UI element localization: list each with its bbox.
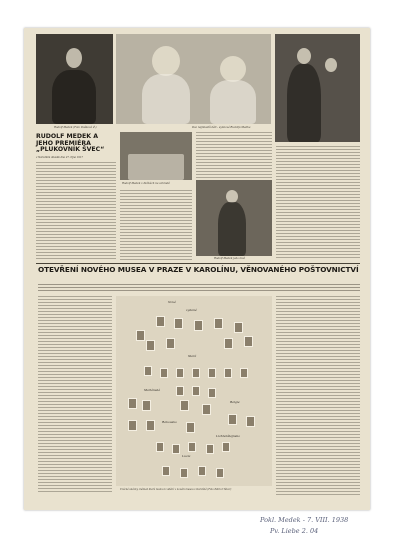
stamp	[156, 442, 164, 452]
photo-medek-standing	[196, 180, 272, 256]
stamp	[214, 318, 223, 329]
handwritten-note-line1: Pokl. Medek - 7. VIII. 1938	[260, 516, 349, 524]
stamp	[136, 330, 145, 341]
section-divider	[36, 263, 360, 264]
collage-label: Mariánské	[144, 388, 161, 392]
stamp	[222, 442, 230, 452]
photo-house	[120, 132, 192, 180]
stamp	[172, 444, 180, 454]
caption-house: Rudolf Medek v Pečkách na zahradě	[122, 182, 170, 185]
stamp	[228, 414, 237, 425]
handwritten-note-line2: Pv. Liebe 2. 04	[270, 527, 319, 535]
caption-portrait: Rudolf Medek (Foto Dušková Ž.)	[54, 126, 97, 129]
stamp	[128, 398, 137, 409]
collage-label: Belgie	[230, 400, 240, 404]
caption-stamp-collage: Vzácné ukázky známek které budou k vidění v novém museu v Karolíně (Foto Patriot Tábor)	[120, 488, 232, 491]
stamp	[216, 468, 224, 478]
stamp	[192, 368, 200, 378]
stamp	[156, 316, 165, 327]
stamp	[166, 338, 175, 349]
stamp	[208, 388, 216, 398]
stamp	[144, 366, 152, 376]
stamp	[198, 466, 206, 476]
stamp	[234, 322, 243, 333]
article-medek-col4	[276, 146, 360, 260]
stamp	[224, 338, 233, 349]
stamp	[176, 386, 184, 396]
stamp	[180, 400, 189, 411]
intro-postal-museum	[38, 284, 360, 293]
stamp	[180, 468, 188, 478]
stamp	[174, 318, 183, 329]
stamp	[188, 442, 196, 452]
headline-postal-museum: OTEVŘENÍ NOVÉHO MUSEA V PRAZE V KAROLÍNU, VĚNOVANÉHO POŠTOVNICTVÍ	[38, 265, 359, 274]
photo-officer-with-child	[275, 34, 360, 142]
stamp	[186, 422, 195, 433]
newspaper-page	[24, 28, 370, 510]
article-medek-col2	[120, 190, 192, 260]
stamp	[128, 420, 137, 431]
stamp	[240, 368, 248, 378]
stamp	[246, 416, 255, 427]
collage-label: Rakousko	[162, 420, 177, 424]
collage-label: vydané	[186, 308, 197, 312]
stamp	[208, 368, 216, 378]
collage-label: Lucie	[182, 454, 191, 458]
caption-medek-standing: Rudolf Medek jako muž	[214, 257, 246, 260]
stamp-collage-photo	[116, 296, 272, 486]
headline-medek: RUDOLF MEDEK A JEHO PREMIÉRA „PLUKOVNÍK ŠVEC“	[36, 133, 105, 153]
stamp	[142, 400, 151, 411]
article-medek-col1	[36, 162, 116, 260]
stamp	[192, 386, 200, 396]
stamp	[202, 404, 211, 415]
stamp	[176, 368, 184, 378]
photo-children	[116, 34, 271, 124]
stamp	[244, 336, 253, 347]
subhead-medek: v Národním divadle dne 27. října 1917	[36, 156, 83, 159]
stamp	[206, 444, 214, 454]
stamp	[194, 320, 203, 331]
article-museum-col1	[38, 296, 112, 492]
collage-label: Lichtenštejnsko	[216, 434, 241, 438]
caption-children: Dva nejmladší děti - synkové Rudolfa Medka	[192, 126, 251, 129]
collage-label: Nové	[168, 300, 176, 304]
collage-label: Staré	[188, 354, 197, 358]
stamp	[162, 466, 170, 476]
stamp	[146, 340, 155, 351]
photo-rudolf-medek-portrait	[36, 34, 113, 124]
stamp	[160, 368, 168, 378]
article-museum-col3	[276, 296, 360, 496]
stamp	[224, 368, 232, 378]
article-medek-col3	[196, 132, 272, 178]
stamp	[146, 420, 155, 431]
